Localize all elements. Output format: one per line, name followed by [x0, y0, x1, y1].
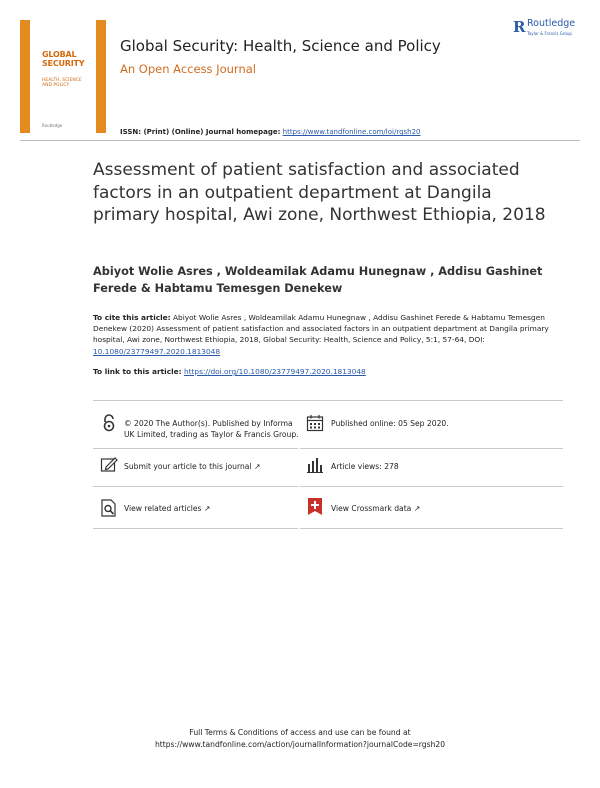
- issn-label: ISSN: (Print) (Online) Journal homepage:: [120, 128, 281, 136]
- journal-subtitle: An Open Access Journal: [120, 62, 256, 76]
- crossmark-label: View Crossmark data: [331, 504, 412, 513]
- edit-icon: [100, 456, 118, 474]
- footer: [60, 727, 540, 751]
- grid-rule-left-1: [93, 448, 298, 449]
- article-link-line: [93, 367, 366, 376]
- crossmark-icon: [307, 497, 323, 519]
- journal-title: Global Security: Health, Science and Policy: [120, 37, 441, 55]
- external-link-icon: ↗: [253, 462, 261, 471]
- publisher-tagline: Taylor & Francis Group: [527, 31, 572, 36]
- published-date: Published online: 05 Sep 2020.: [331, 419, 449, 428]
- footer-line1: Full Terms & Conditions of access and use can be found at: [189, 728, 411, 737]
- external-link-icon: ↗: [203, 504, 211, 513]
- cover-publisher: Routledge: [42, 123, 63, 128]
- related-articles-label: View related articles: [124, 504, 202, 513]
- cover-subtitle: [42, 78, 82, 88]
- cite-label: To cite this article:: [93, 313, 171, 322]
- cite-text: Abiyot Wolie Asres , Woldeamilak Adamu Hunegnaw , Addisu Gashinet Ferede & Habtamu Temesgen Denekew (2020) Assessment of patient satisfaction and associated factors in an outpatient department at Dangila primary hospital, Awi zone, Northwest Ethiopia, 2018, Global Security: Health, Science and Policy, 5:1, 57-64, DOI:: [93, 313, 549, 345]
- grid-rule-right-3: [300, 528, 563, 529]
- journal-homepage-link[interactable]: https://www.tandfonline.com/loi/rgsh20: [282, 128, 421, 136]
- cite-doi-link[interactable]: 10.1080/23779497.2020.1813048: [93, 346, 221, 356]
- submit-article-label: Submit your article to this journal: [124, 462, 252, 471]
- crossmark-link[interactable]: [331, 503, 551, 514]
- calendar-icon: [306, 414, 324, 432]
- issn-line: [120, 128, 421, 136]
- article-views: Article views: 278: [331, 462, 399, 471]
- grid-rule-right-1: [300, 448, 563, 449]
- cover-subtitle-line2: AND POLICY: [42, 83, 70, 88]
- publisher-logo: [513, 18, 583, 42]
- external-link-icon: ↗: [413, 504, 421, 513]
- grid-top-rule: [93, 400, 563, 401]
- submit-article-link[interactable]: [124, 461, 299, 472]
- cover-subtitle-line1: HEALTH, SCIENCE: [42, 78, 82, 83]
- open-access-icon: [100, 414, 118, 432]
- footer-terms-link[interactable]: https://www.tandfonline.com/action/journalInformation?journalCode=rgsh20: [154, 740, 446, 749]
- routledge-r-icon: R: [513, 18, 526, 36]
- search-document-icon: [100, 499, 118, 517]
- grid-rule-left-3: [93, 528, 298, 529]
- grid-rule-left-2: [93, 486, 298, 487]
- article-doi-link[interactable]: https://doi.org/10.1080/23779497.2020.1813048: [183, 367, 366, 376]
- article-authors: Abiyot Wolie Asres , Woldeamilak Adamu Hunegnaw , Addisu Gashinet Ferede & Habtamu Temesgen Denekew: [93, 265, 543, 295]
- link-label: To link to this article:: [93, 367, 182, 376]
- grid-rule-right-2: [300, 486, 563, 487]
- citation-block: [93, 312, 563, 357]
- cover-band: [30, 20, 96, 133]
- journal-cover: [20, 20, 106, 133]
- license-text: © 2020 The Author(s). Published by Informa UK Limited, trading as Taylor & Francis Group.: [124, 419, 299, 439]
- cover-title: [42, 50, 84, 68]
- article-title: Assessment of patient satisfaction and associated factors in an outpatient department at Dangila primary hospital, Awi zone, Northwest Ethiopia, 2018: [93, 160, 546, 225]
- related-articles-link[interactable]: [124, 503, 299, 514]
- header-divider: [20, 140, 580, 141]
- cover-title-line1: GLOBAL: [42, 50, 77, 59]
- cover-title-line2: SECURITY: [42, 59, 85, 68]
- bar-chart-icon: [306, 456, 324, 474]
- publisher-name: Routledge: [527, 18, 576, 29]
